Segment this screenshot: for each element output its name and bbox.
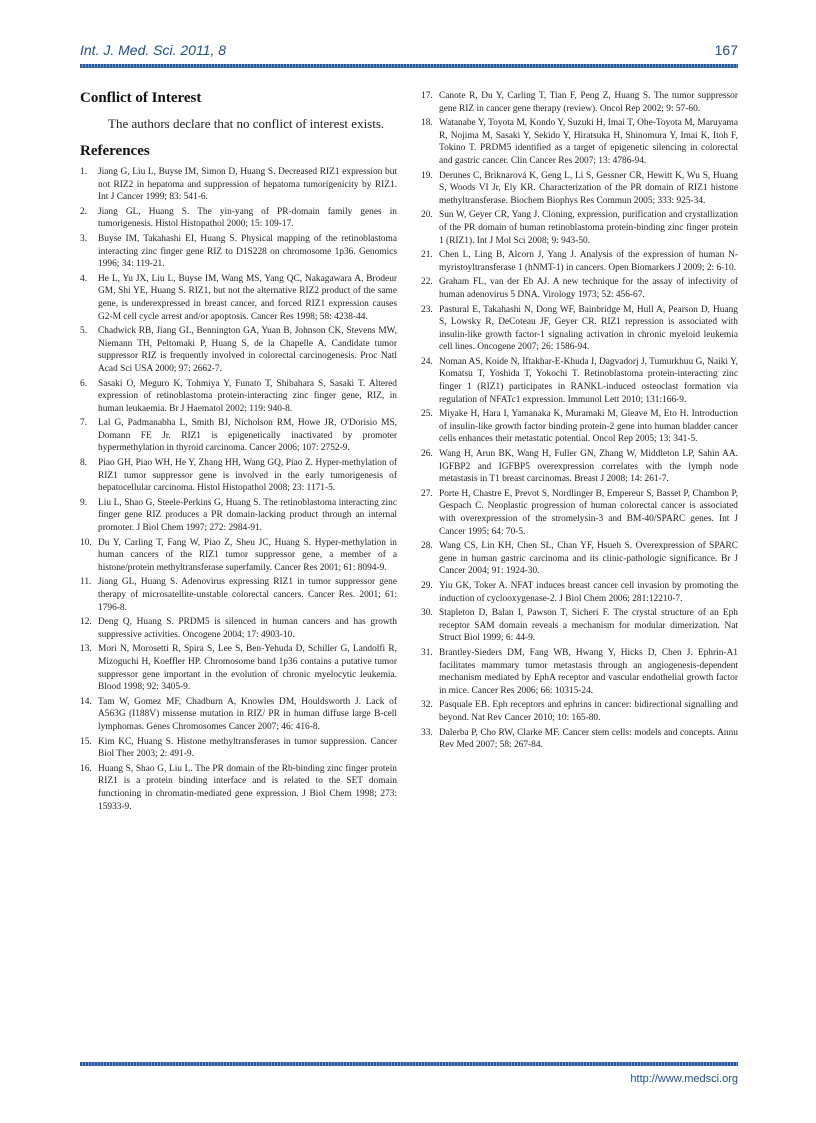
reference-text: Pastural E, Takahashi N, Dong WF, Bainbridge M, Hull A, Pearson D, Huang S, Lowsky R, DeCoteau JF, Geyer CR. RIZ1 repression is associated with insulin-like growth factor-1 signaling activation in chronic myeloid leukemia cell lines. Oncogene 2007; 26: 1586-94.: [439, 304, 738, 353]
reference-item: [80, 576, 397, 614]
right-column: [421, 90, 738, 754]
reference-number: 19.: [421, 170, 433, 181]
reference-item: [80, 736, 397, 761]
reference-number: 6.: [80, 378, 88, 389]
reference-number: 3.: [80, 233, 88, 244]
reference-number: 28.: [421, 541, 433, 552]
reference-text: Jiang GL, Huang S. The yin-yang of PR-domain family genes in tumorigenesis. Histol Histopathol 2000; 15: 109-17.: [98, 206, 397, 230]
reference-number: 25.: [421, 409, 433, 420]
reference-item: [421, 540, 738, 578]
reference-item: [80, 457, 397, 495]
header-rule: [80, 64, 738, 68]
reference-text: Sun W, Geyer CR, Yang J. Cloning, expression, purification and crystallization of the PR domain of human retinoblastoma protein-binding zinc finger protein 1 (RIZ1). Int J Mol Sci 2008; 9: 943-50.: [439, 210, 738, 246]
reference-item: [421, 580, 738, 605]
footer-url-link[interactable]: http://www.medsci.org: [630, 1073, 738, 1085]
reference-text: Liu L, Shao G, Steele-Perkins G, Huang S. The retinoblastoma interacting zinc finger gene RIZ produces a PR domain-lacking product through an internal promoter. J Biol Chem 1997; 272: 2984-91.: [98, 497, 397, 534]
reference-item: [421, 249, 738, 274]
reference-item: [421, 488, 738, 538]
reference-item: [421, 209, 738, 247]
reference-text: Yiu GK, Toker A. NFAT induces breast cancer cell invasion by promoting the induction of cyclooxygenase-2. J Biol Chem 2006; 281:12210-7.: [439, 580, 738, 604]
reference-text: Pasquale EB. Eph receptors and ephrins in cancer: bidirectional signalling and beyond. Nat Rev Cancer 2010; 10: 165-80.: [439, 700, 738, 723]
reference-text: Wang H, Arun BK, Wang H, Fuller GN, Zhang W, Middleton LP, Sahin AA. IGFBP2 and IGFBP5 overexpression correlates with the lymph node metastasis in T1 breast carcinomas. Breast J 2008; 14: 261-7.: [439, 449, 738, 485]
reference-text: Tam W, Gomez MF, Chadburn A, Knowles DM, Houldsworth J. Lack of A563G (I188V) missense mutation in RIZ/ PR in human diffuse large B-cell lymphomas. Genes Chromosomes Cancer 2007; 46: 416-8.: [98, 696, 397, 732]
reference-list-left: [80, 166, 397, 813]
reference-number: 9.: [80, 497, 88, 508]
reference-number: 12.: [80, 617, 92, 628]
reference-number: 2.: [80, 206, 88, 217]
reference-item: [421, 727, 738, 752]
reference-number: 18.: [421, 118, 433, 129]
reference-text: Derunes C, Briknarová K, Geng L, Li S, Gessner CR, Hewitt K, Wu S, Huang S, Woods VI Jr, Ely KR. Characterization of the PR domain of RIZ1 histone methyltransferase. Biochem Biophys Res Commun 2005; 333: 925-34.: [439, 170, 738, 206]
reference-number: 23.: [421, 304, 433, 315]
reference-number: 17.: [421, 91, 433, 101]
reference-item: [421, 699, 738, 724]
reference-number: 4.: [80, 273, 88, 284]
reference-text: Jiang G, Liu L, Buyse IM, Simon D, Huang S. Decreased RIZ1 expression but not RIZ2 in hepatoma and suppression of hepatoma tumorigenicity by RIZ1. Int J Cancer 1999; 83: 541-6.: [98, 167, 397, 203]
reference-number: 24.: [421, 356, 433, 367]
reference-number: 8.: [80, 458, 88, 469]
reference-item: [421, 117, 738, 167]
reference-item: [421, 448, 738, 486]
reference-text: Lal G, Padmanabha L, Smith BJ, Nicholson RM, Howe JR, O'Dorisio MS, Domann FE Jr. RIZ1 is epigenetically inactivated by promoter hypermethylation in thyroid carcinoma. Cancer 2006; 107: 2752-9.: [98, 418, 397, 454]
conflict-heading: Conflict of Interest: [80, 90, 202, 106]
reference-text: Deng Q, Huang S. PRDM5 is silenced in human cancers and has growth suppressive activities. Oncogene 2004; 17: 4903-10.: [98, 617, 397, 640]
reference-item: [80, 497, 397, 535]
reference-item: [421, 408, 738, 446]
references-heading: References: [80, 143, 150, 159]
page-header: [80, 42, 738, 64]
reference-item: [80, 643, 397, 693]
reference-item: [421, 647, 738, 697]
reference-text: Canote R, Du Y, Carling T, Tian F, Peng Z, Huang S. The tumor suppressor gene RIZ in cancer gene therapy (review). Oncol Rep 2002; 9: 57-60.: [439, 91, 738, 114]
reference-item: [80, 166, 397, 204]
reference-number: 20.: [421, 210, 433, 221]
reference-number: 27.: [421, 488, 433, 499]
reference-number: 31.: [421, 647, 433, 658]
reference-text: Mori N, Morosetti R, Spira S, Lee S, Ben-Yehuda D, Schiller G, Landolfi R, Mizoguchi H, Koeffler HP. Chromosome band 1p36 contains a putative tumor suppressor gene important in the evolution of chronic myelocytic leukemia. Blood 1998; 92: 3405-9.: [98, 644, 397, 693]
reference-text: Porte H, Chastre E, Prevot S, Nordlinger B, Empereur S, Basset P, Chambon P, Gespach C. Neoplastic progression of human colorectal cancer is associated with overexpression of the stromelysin-3 and BM-40/SPARC genes. Int J Cancer 1995; 64: 70-5.: [439, 488, 738, 537]
reference-text: Du Y, Carling T, Fang W, Piao Z, Sheu JC, Huang S. Hyper-methylation in human cancers of the RIZ1 tumor suppressor gene, a member of a histone/protein methyltransferase superfamily. Cancer Res 2001; 61: 8094-9.: [98, 537, 397, 573]
reference-number: 16.: [80, 763, 92, 774]
reference-text: Noman AS, Koide N, Iftakhar-E-Khuda I, Dagvadorj J, Tumurkhuu G, Naiki Y, Komatsu T, Yoshida T, Yokochi T. Retinoblastoma protein-interacting zinc finger 1 (RIZ1) participates in RANKL-induced osteoclast formation via regulation of NFATc1 expression. Immunol Lett 2010; 131:166-9.: [439, 356, 738, 405]
reference-text: Buyse IM, Takahashi EI, Huang S. Physical mapping of the retinoblastoma interacting zinc finger gene RIZ to D1S228 on chromosome 1p36. Genomics 1996; 34: 119-21.: [98, 233, 397, 270]
reference-number: 32.: [421, 700, 433, 711]
reference-item: [80, 417, 397, 455]
reference-number: 26.: [421, 449, 433, 460]
reference-number: 7.: [80, 418, 88, 429]
reference-number: 29.: [421, 580, 433, 591]
reference-number: 15.: [80, 736, 92, 747]
reference-text: Kim KC, Huang S. Histone methyltransferases in tumor suppression. Cancer Biol Ther 2003; 2: 491-9.: [98, 736, 397, 760]
reference-text: Miyake H, Hara I, Yamanaka K, Muramaki M, Gleave M, Eto H. Introduction of insulin-like growth factor binding protein-2 gene into human bladder cancer cells enhances their metastatic potential. Oncol Rep 2005; 13: 341-5.: [439, 409, 738, 445]
reference-number: 14.: [80, 696, 92, 707]
conflict-text: The authors declare that no conflict of interest exists.: [108, 116, 385, 131]
reference-item: [80, 696, 397, 734]
reference-text: Wang CS, Lin KH, Chen SL, Chan YF, Hsueh S. Overexpression of SPARC gene in human gastric carcinoma and its clinic-pathologic significance. Br J Cancer 2004; 91: 1924-30.: [439, 541, 738, 577]
reference-number: 11.: [80, 577, 92, 588]
footer-rule: [80, 1062, 738, 1066]
reference-item: [80, 616, 397, 641]
reference-number: 10.: [80, 537, 92, 548]
reference-item: [80, 537, 397, 575]
reference-item: [421, 276, 738, 301]
reference-item: [80, 233, 397, 271]
reference-text: Stapleton D, Balan I, Pawson T, Sicheri F. The crystal structure of an Eph receptor SAM domain reveals a mechanism for modular dimerization. Nat Struct Biol 1999; 6: 44-9.: [439, 608, 738, 644]
reference-number: 22.: [421, 277, 433, 288]
reference-number: 33.: [421, 727, 433, 738]
page-number: 167: [714, 42, 738, 58]
reference-number: 1.: [80, 167, 88, 177]
reference-list-right: [421, 90, 738, 752]
reference-item: [80, 325, 397, 375]
reference-number: 5.: [80, 326, 88, 337]
reference-text: Chadwick RB, Jiang GL, Bennington GA, Yuan B, Johnson CK, Stevens MW, Niemann TH, Peltomaki P, Huang S, de la Chapelle A. Candidate tumor suppressor RIZ is frequently involved in colorectal carcinogenesis. Proc Natl Acad Sci USA 2000; 97: 2662-7.: [98, 326, 397, 374]
reference-text: Watanabe Y, Toyota M, Kondo Y, Suzuki H, Imai T, Ohe-Toyota M, Maruyama R, Nojima M, Sasaki Y, Sekido Y, Hiratsuka H, Shinomura Y, Imai K, Itoh F, Tokino T. PRDM5 identified as a target of epigenetic silencing in colorectal and gastric cancer. Clin Cancer Res 2007; 13: 4786-94.: [439, 118, 738, 166]
reference-item: [80, 206, 397, 231]
reference-text: Dalerba P, Cho RW, Clarke MF. Cancer stem cells: models and concepts. Annu Rev Med 2007; 58: 267-84.: [439, 727, 738, 751]
reference-item: [80, 273, 397, 323]
reference-item: [421, 356, 738, 406]
reference-item: [421, 170, 738, 208]
reference-item: [421, 304, 738, 354]
reference-text: He L, Yu JX, Liu L, Buyse IM, Wang MS, Yang QC, Nakagawara A, Brodeur GM, Shi YE, Huang S. RIZ1, but not the alternative RIZ2 product of the same gene, is underexpressed in breast cancer, and forced RIZ1 expression causes G2-M cell cycle arrest and/or apoptosis. Cancer Res 1998; 58: 4238-44.: [98, 273, 397, 322]
reference-item: [421, 90, 738, 115]
reference-text: Brantley-Sieders DM, Fang WB, Hwang Y, Hicks D, Chen J. Ephrin-A1 facilitates mammary tumor metastasis through an angiogenesis-dependent mechanism mediated by EphA receptor and vascular endothelial growth factor in mice. Cancer Res 2006; 66: 10315-24.: [439, 647, 738, 696]
reference-number: 21.: [421, 250, 433, 261]
reference-item: [80, 763, 397, 813]
reference-text: Graham FL, van der Eb AJ. A new technique for the assay of infectivity of human adenovirus 5 DNA. Virology 1973; 52: 456-67.: [439, 277, 738, 300]
journal-citation: Int. J. Med. Sci. 2011, 8: [80, 42, 227, 58]
reference-text: Jiang GL, Huang S. Adenovirus expressing RIZ1 in tumor suppressor gene therapy of microsatellite-unstable colorectal cancers. Cancer Res. 2001; 61: 1796-8.: [98, 577, 397, 613]
reference-text: Chen L, Ling B, Alcorn J, Yang J. Analysis of the expression of human N-myristoyltransferase 1 (hNMT-1) in cancers. Open Biomarkers J 2009; 2: 6-10.: [439, 250, 738, 273]
reference-text: Huang S, Shao G, Liu L. The PR domain of the Rb-binding zinc finger protein RIZ1 is a protein binding interface and is related to the SET domain functioning in chromatin-mediated gene expression. J Biol Chem 1998; 273: 15933-9.: [98, 763, 397, 812]
left-column: [80, 90, 397, 815]
reference-number: 30.: [421, 608, 433, 619]
reference-item: [421, 607, 738, 645]
reference-text: Piao GH, Piao WH, He Y, Zhang HH, Wang GQ, Piao Z. Hyper-methylation of RIZ1 tumor suppressor gene is involved in the early tumorigenesis of hepatocellular carcinoma. Histol Histopathol 2008; 23: 1171-5.: [98, 458, 397, 494]
reference-item: [80, 378, 397, 416]
reference-number: 13.: [80, 644, 92, 655]
reference-text: Sasaki O, Meguro K, Tohmiya Y, Funato T, Shibahara S, Sasaki T. Altered expression of retinoblastoma protein-interacting zinc finger gene, RIZ, in human leukaemia. Br J Haematol 2002; 119: 940-8.: [98, 378, 397, 414]
